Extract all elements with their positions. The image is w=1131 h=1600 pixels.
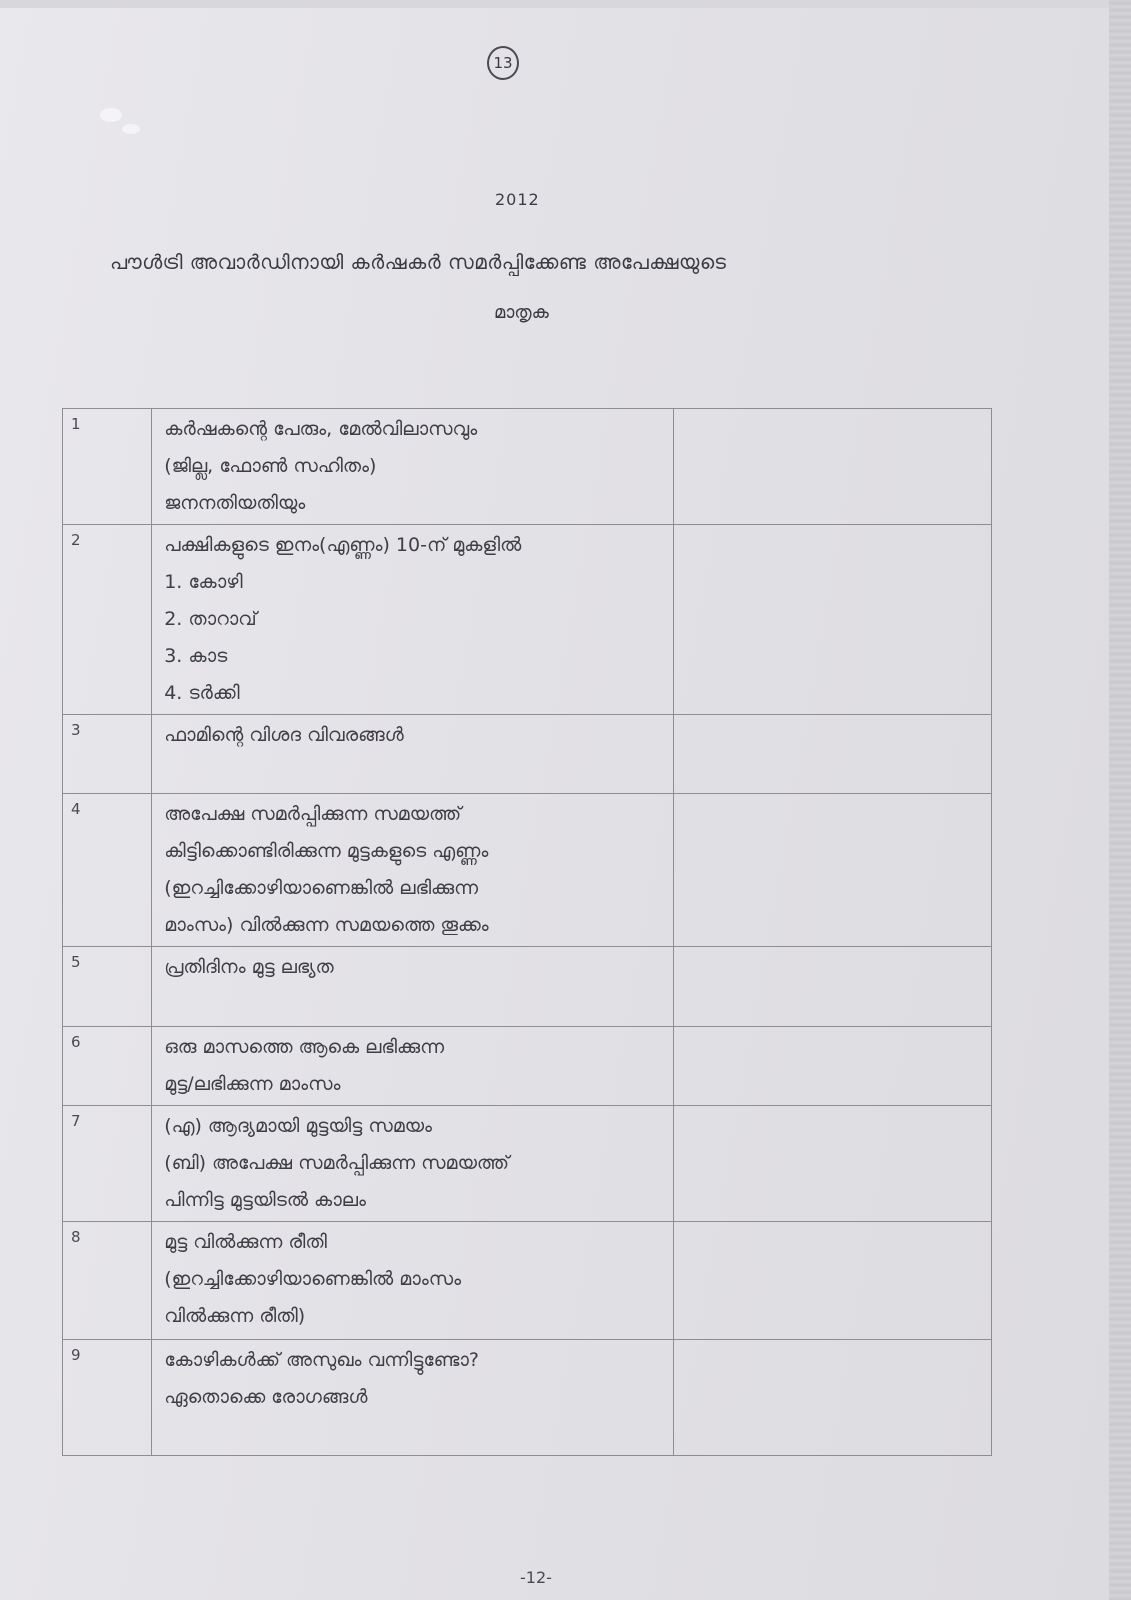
- description-line: 3. കാട: [164, 645, 228, 667]
- description-line: 4. ടർക്കി: [164, 682, 240, 704]
- description-line: 1. കോഴി: [164, 571, 243, 593]
- description-line: കിട്ടിക്കൊണ്ടിരിക്കുന്ന മുട്ടകളുടെ എണ്ണം: [164, 840, 489, 862]
- form-row: [63, 525, 992, 715]
- answer-field[interactable]: [674, 947, 992, 1027]
- paper-speck: [100, 108, 122, 122]
- description-line: [164, 986, 665, 1023]
- answer-field[interactable]: [674, 1222, 992, 1340]
- description-line: (ഇറച്ചിക്കോഴിയാണെങ്കിൽ മാംസം: [164, 1268, 462, 1290]
- paper-speck: [122, 124, 140, 134]
- application-form-table: [62, 408, 992, 1456]
- description-line: ജനനതിയതിയും: [164, 492, 306, 514]
- row-number: 2: [63, 525, 152, 715]
- row-number: 9: [63, 1340, 152, 1456]
- description-line: 2. താറാവ്: [164, 608, 257, 630]
- description-line: കർഷകന്റെ പേരും, മേൽവിലാസവും: [164, 418, 478, 440]
- row-number: 5: [63, 947, 152, 1027]
- row-description: [152, 409, 674, 525]
- form-row: [63, 794, 992, 947]
- description-line: [164, 754, 665, 791]
- row-description: [152, 1222, 674, 1340]
- description-line: കോഴികൾക്ക് അസുഖം വന്നിട്ടുണ്ടോ?: [164, 1349, 480, 1371]
- description-line: അപേക്ഷ സമർപ്പിക്കുന്ന സമയത്ത്: [164, 803, 462, 825]
- description-line: പ്രതിദിനം മുട്ട ലഭ്യത: [164, 956, 334, 978]
- form-row: [63, 1222, 992, 1340]
- description-line: (ഇറച്ചിക്കോഴിയാണെങ്കിൽ ലഭിക്കുന്ന: [164, 877, 479, 899]
- answer-field[interactable]: [674, 1106, 992, 1222]
- form-row: [63, 409, 992, 525]
- document-title: പൗൾട്രി അവാർഡിനായി കർഷകർ സമർപ്പിക്കേണ്ട അപേക്ഷയുടെ: [110, 250, 727, 274]
- answer-field[interactable]: [674, 409, 992, 525]
- description-line: (ജില്ല, ഫോൺ സഹിതം): [164, 455, 377, 477]
- row-number: 8: [63, 1222, 152, 1340]
- row-description: [152, 794, 674, 947]
- row-description: [152, 1027, 674, 1106]
- description-line: (എ) ആദ്യമായി മുട്ടയിട്ട സമയം: [164, 1115, 433, 1137]
- row-number: 6: [63, 1027, 152, 1106]
- page-top-edge: [0, 0, 1131, 8]
- page-right-edge: [1109, 0, 1131, 1600]
- description-line: ഏതൊക്കെ രോഗങ്ങൾ: [164, 1386, 368, 1408]
- row-number: 7: [63, 1106, 152, 1222]
- description-line: [164, 1416, 665, 1453]
- row-description: [152, 1106, 674, 1222]
- description-line: വിൽക്കുന്ന രീതി): [164, 1305, 306, 1327]
- form-row: [63, 1340, 992, 1456]
- row-description: [152, 1340, 674, 1456]
- description-line: പക്ഷികളുടെ ഇനം(എണ്ണം) 10-ന് മുകളിൽ: [164, 534, 522, 556]
- document-year: 2012: [495, 190, 540, 209]
- description-line: ഫാമിന്റെ വിശദ വിവരങ്ങൾ: [164, 724, 404, 746]
- row-description: [152, 525, 674, 715]
- answer-field[interactable]: [674, 525, 992, 715]
- footer-page-number: -12-: [520, 1568, 552, 1587]
- answer-field[interactable]: [674, 715, 992, 794]
- description-line: പിന്നിട്ട മുട്ടയിടൽ കാലം: [164, 1189, 367, 1211]
- description-line: മുട്ട വിൽക്കുന്ന രീതി: [164, 1231, 327, 1253]
- answer-field[interactable]: [674, 1027, 992, 1106]
- answer-field[interactable]: [674, 1340, 992, 1456]
- description-line: (ബി) അപേക്ഷ സമർപ്പിക്കുന്ന സമയത്ത്: [164, 1152, 510, 1174]
- form-row: [63, 1027, 992, 1106]
- form-row: [63, 947, 992, 1027]
- description-line: ഒരു മാസത്തെ ആകെ ലഭിക്കുന്ന: [164, 1036, 445, 1058]
- document-subtitle: മാതൃക: [494, 302, 549, 323]
- form-row: [63, 715, 992, 794]
- description-line: മാംസം) വിൽക്കുന്ന സമയത്തെ തൂക്കം: [164, 914, 489, 936]
- row-number: 1: [63, 409, 152, 525]
- answer-field[interactable]: [674, 794, 992, 947]
- row-number: 4: [63, 794, 152, 947]
- description-line: മുട്ട/ലഭിക്കുന്ന മാംസം: [164, 1073, 341, 1095]
- handwritten-page-number: 13: [487, 46, 519, 80]
- form-row: [63, 1106, 992, 1222]
- row-description: [152, 947, 674, 1027]
- row-description: [152, 715, 674, 794]
- row-number: 3: [63, 715, 152, 794]
